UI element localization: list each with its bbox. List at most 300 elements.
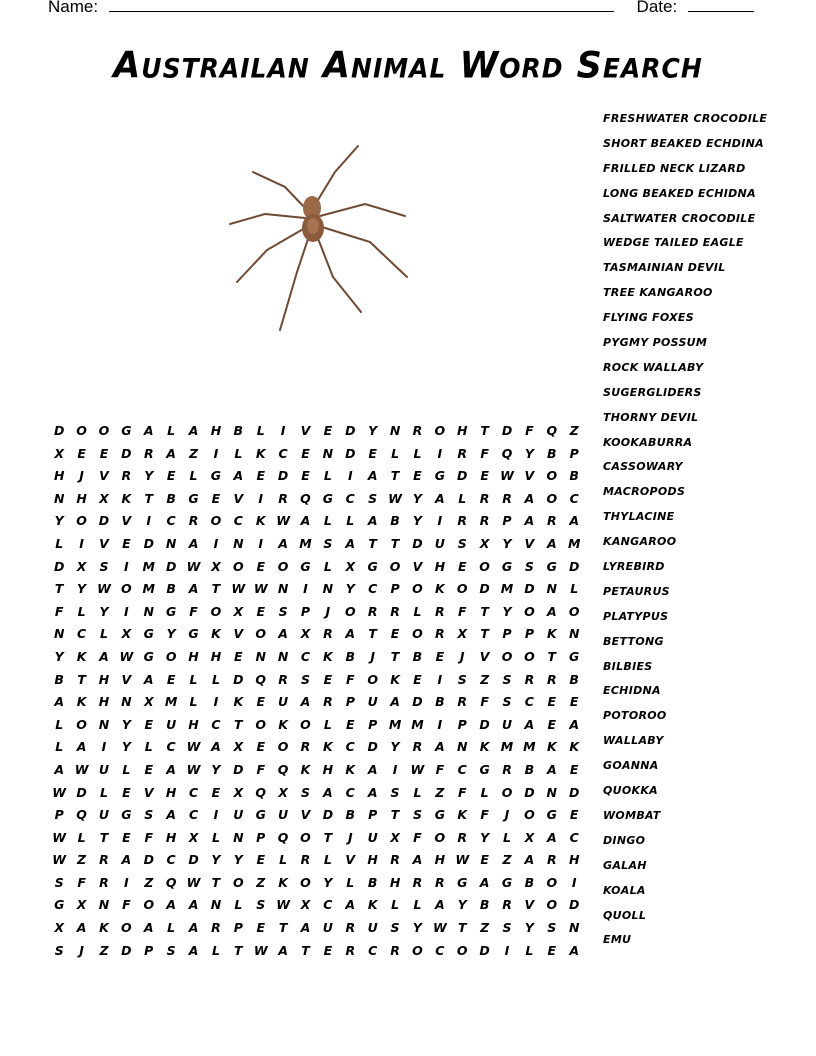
grid-cell[interactable]: X (54, 920, 65, 936)
grid-cell[interactable]: E (323, 423, 333, 438)
grid-cell[interactable]: G (188, 626, 199, 642)
grid-cell[interactable]: R (300, 852, 311, 868)
grid-cell[interactable]: N (389, 423, 401, 438)
grid-cell[interactable]: O (568, 603, 580, 619)
grid-cell[interactable]: R (188, 513, 199, 529)
grid-cell[interactable]: P (233, 920, 243, 936)
grid-cell[interactable]: I (347, 468, 353, 484)
grid-cell[interactable]: H (210, 648, 222, 664)
grid-cell[interactable]: A (211, 739, 221, 755)
grid-cell[interactable]: P (457, 716, 467, 732)
grid-cell[interactable]: D (233, 761, 244, 777)
grid-cell[interactable]: P (524, 626, 534, 642)
grid-cell[interactable]: L (503, 829, 511, 845)
grid-cell[interactable]: P (54, 807, 64, 823)
grid-cell[interactable]: Y (166, 626, 176, 642)
grid-cell[interactable]: Z (480, 671, 490, 687)
grid-cell[interactable]: Y (233, 852, 243, 868)
grid-cell[interactable]: E (256, 558, 265, 574)
grid-cell[interactable]: D (479, 716, 490, 732)
grid-cell[interactable]: V (233, 490, 244, 506)
grid-cell[interactable]: V (479, 648, 490, 664)
grid-cell[interactable]: V (524, 535, 535, 551)
grid-cell[interactable]: H (165, 829, 177, 845)
grid-cell[interactable]: A (367, 784, 378, 800)
grid-cell[interactable]: Y (144, 468, 154, 484)
grid-cell[interactable]: L (413, 897, 422, 913)
grid-cell[interactable]: E (234, 648, 243, 664)
grid-cell[interactable]: D (568, 784, 580, 800)
grid-cell[interactable]: O (456, 942, 468, 958)
grid-cell[interactable]: C (345, 739, 355, 755)
grid-cell[interactable]: K (121, 490, 132, 506)
grid-cell[interactable]: L (234, 897, 243, 913)
grid-cell[interactable]: Y (54, 648, 64, 664)
grid-cell[interactable]: B (479, 897, 490, 913)
grid-cell[interactable]: B (435, 694, 445, 710)
grid-cell[interactable]: G (255, 807, 266, 823)
grid-cell[interactable]: S (390, 920, 400, 936)
grid-cell[interactable]: R (457, 513, 468, 529)
grid-cell[interactable]: P (502, 626, 512, 642)
grid-cell[interactable]: O (300, 874, 311, 890)
grid-cell[interactable]: I (79, 535, 84, 551)
grid-cell[interactable]: Q (546, 423, 558, 438)
grid-cell[interactable]: E (480, 852, 489, 868)
grid-cell[interactable]: W (432, 920, 447, 936)
grid-cell[interactable]: Y (457, 897, 467, 913)
grid-cell[interactable]: L (413, 445, 422, 461)
grid-cell[interactable]: A (323, 784, 333, 800)
grid-cell[interactable]: R (457, 445, 468, 461)
grid-cell[interactable]: E (547, 942, 557, 958)
grid-cell[interactable]: K (546, 739, 557, 755)
grid-cell[interactable]: N (456, 739, 468, 755)
grid-cell[interactable]: Y (99, 603, 109, 619)
grid-cell[interactable]: E (569, 694, 579, 710)
grid-cell[interactable]: U (322, 920, 333, 936)
grid-cell[interactable]: L (323, 852, 332, 868)
grid-cell[interactable]: H (389, 874, 401, 890)
grid-cell[interactable]: V (99, 535, 109, 551)
grid-cell[interactable]: N (322, 581, 334, 597)
grid-cell[interactable]: R (479, 490, 490, 506)
grid-cell[interactable]: T (278, 920, 288, 936)
grid-cell[interactable]: Y (390, 739, 400, 755)
grid-cell[interactable]: N (322, 445, 334, 461)
grid-cell[interactable]: Z (435, 784, 445, 800)
grid-cell[interactable]: I (437, 716, 443, 732)
grid-cell[interactable]: S (300, 784, 310, 800)
grid-cell[interactable]: K (390, 671, 400, 687)
grid-cell[interactable]: D (568, 558, 580, 574)
grid-cell[interactable]: K (345, 761, 356, 777)
grid-cell[interactable]: Q (255, 784, 267, 800)
grid-cell[interactable]: I (124, 558, 129, 574)
grid-cell[interactable]: T (390, 648, 400, 664)
grid-cell[interactable]: A (300, 513, 311, 529)
grid-cell[interactable]: L (167, 423, 176, 438)
grid-cell[interactable]: E (99, 445, 109, 461)
grid-cell[interactable]: O (255, 716, 267, 732)
grid-cell[interactable]: M (164, 694, 178, 710)
grid-cell[interactable]: O (277, 739, 289, 755)
grid-cell[interactable]: I (258, 535, 264, 551)
grid-cell[interactable]: I (146, 513, 152, 529)
grid-cell[interactable]: E (413, 468, 422, 484)
grid-cell[interactable]: A (143, 671, 154, 687)
grid-cell[interactable]: A (121, 852, 132, 868)
grid-cell[interactable]: G (569, 648, 580, 664)
grid-cell[interactable]: M (142, 558, 155, 574)
grid-cell[interactable]: F (413, 829, 422, 845)
grid-cell[interactable]: L (323, 558, 332, 574)
grid-cell[interactable]: I (280, 423, 286, 438)
grid-cell[interactable]: K (278, 874, 288, 890)
grid-cell[interactable]: H (98, 671, 110, 687)
grid-cell[interactable]: S (300, 671, 310, 687)
grid-cell[interactable]: H (322, 761, 334, 777)
grid-cell[interactable]: O (524, 807, 535, 823)
grid-cell[interactable]: T (390, 535, 400, 551)
grid-cell[interactable]: R (390, 852, 400, 868)
grid-cell[interactable]: B (390, 513, 400, 529)
grid-cell[interactable]: G (501, 558, 513, 574)
grid-cell[interactable]: F (480, 694, 489, 710)
grid-cell[interactable]: X (278, 784, 288, 800)
grid-cell[interactable]: S (323, 535, 333, 551)
grid-cell[interactable]: C (368, 581, 378, 597)
grid-cell[interactable]: R (457, 829, 468, 845)
grid-cell[interactable]: R (345, 942, 356, 958)
grid-cell[interactable]: R (502, 490, 512, 506)
grid-cell[interactable]: Y (524, 920, 534, 936)
grid-cell[interactable]: K (211, 626, 221, 642)
grid-cell[interactable]: Q (300, 490, 311, 506)
grid-cell[interactable]: G (434, 468, 445, 484)
grid-cell[interactable]: A (188, 423, 199, 438)
grid-cell[interactable]: X (121, 626, 132, 642)
grid-cell[interactable]: U (278, 694, 289, 710)
grid-cell[interactable]: D (501, 423, 513, 438)
grid-cell[interactable]: C (569, 490, 579, 506)
grid-cell[interactable]: F (457, 603, 467, 619)
grid-cell[interactable]: D (479, 942, 490, 958)
grid-cell[interactable]: E (122, 829, 131, 845)
grid-cell[interactable]: I (101, 739, 107, 755)
grid-cell[interactable]: Z (502, 852, 512, 868)
grid-cell[interactable]: S (502, 920, 512, 936)
grid-cell[interactable]: O (546, 490, 558, 506)
grid-cell[interactable]: D (524, 581, 535, 597)
grid-cell[interactable]: O (233, 558, 244, 574)
grid-cell[interactable]: U (434, 535, 445, 551)
grid-cell[interactable]: N (53, 490, 65, 506)
grid-cell[interactable]: L (413, 603, 422, 619)
grid-cell[interactable]: E (77, 445, 86, 461)
grid-cell[interactable]: Y (502, 603, 512, 619)
grid-cell[interactable]: A (546, 535, 557, 551)
grid-cell[interactable]: O (524, 648, 535, 664)
grid-cell[interactable]: T (480, 423, 489, 438)
grid-cell[interactable]: V (121, 513, 132, 529)
grid-cell[interactable]: O (143, 897, 155, 913)
grid-cell[interactable]: L (77, 829, 86, 845)
grid-cell[interactable]: L (211, 671, 220, 687)
grid-cell[interactable]: A (300, 694, 311, 710)
grid-cell[interactable]: A (569, 716, 580, 732)
grid-cell[interactable]: U (367, 920, 378, 936)
grid-cell[interactable]: A (434, 739, 445, 755)
grid-cell[interactable]: L (458, 490, 467, 506)
grid-cell[interactable]: A (166, 445, 176, 461)
grid-cell[interactable]: J (370, 648, 375, 664)
grid-cell[interactable]: E (547, 716, 557, 732)
grid-cell[interactable]: F (77, 874, 86, 890)
grid-cell[interactable]: A (569, 513, 580, 529)
grid-cell[interactable]: O (412, 942, 423, 958)
grid-cell[interactable]: F (435, 761, 445, 777)
grid-cell[interactable]: H (367, 852, 378, 868)
grid-cell[interactable]: L (413, 784, 422, 800)
grid-cell[interactable]: A (143, 423, 154, 438)
grid-cell[interactable]: W (186, 739, 201, 755)
grid-cell[interactable]: W (186, 558, 201, 574)
grid-cell[interactable]: R (345, 920, 356, 936)
grid-cell[interactable]: G (322, 490, 334, 506)
grid-cell[interactable]: E (413, 671, 422, 687)
grid-cell[interactable]: T (368, 535, 377, 551)
grid-cell[interactable]: W (52, 852, 67, 868)
grid-cell[interactable]: W (52, 784, 67, 800)
grid-cell[interactable]: U (98, 761, 110, 777)
grid-cell[interactable]: N (568, 920, 580, 936)
grid-cell[interactable]: E (122, 784, 131, 800)
grid-cell[interactable]: U (501, 716, 513, 732)
grid-cell[interactable]: A (166, 761, 176, 777)
grid-cell[interactable]: W (52, 829, 67, 845)
grid-cell[interactable]: E (569, 807, 579, 823)
grid-cell[interactable]: Y (368, 423, 378, 438)
grid-cell[interactable]: A (99, 648, 109, 664)
grid-cell[interactable]: L (570, 581, 579, 597)
grid-cell[interactable]: W (74, 761, 89, 777)
grid-cell[interactable]: M (388, 716, 402, 732)
grid-cell[interactable]: W (253, 581, 268, 597)
grid-cell[interactable]: L (189, 694, 198, 710)
grid-cell[interactable]: G (166, 603, 177, 619)
grid-cell[interactable]: A (524, 490, 535, 506)
grid-cell[interactable]: O (434, 829, 446, 845)
grid-cell[interactable]: Q (76, 807, 87, 823)
grid-cell[interactable]: E (301, 445, 310, 461)
grid-cell[interactable]: I (213, 807, 219, 823)
grid-cell[interactable]: R (278, 490, 288, 506)
grid-cell[interactable]: O (277, 558, 289, 574)
grid-cell[interactable]: L (211, 942, 220, 958)
grid-cell[interactable]: K (76, 694, 87, 710)
grid-cell[interactable]: E (256, 468, 265, 484)
grid-cell[interactable]: A (188, 920, 199, 936)
grid-cell[interactable]: Z (569, 423, 579, 438)
grid-cell[interactable]: G (54, 897, 65, 913)
grid-cell[interactable]: G (121, 423, 132, 438)
grid-cell[interactable]: E (301, 468, 310, 484)
grid-cell[interactable]: D (121, 942, 132, 958)
grid-cell[interactable]: Y (211, 852, 221, 868)
grid-cell[interactable]: Q (165, 874, 177, 890)
grid-cell[interactable]: H (456, 423, 468, 438)
grid-cell[interactable]: W (455, 852, 470, 868)
grid-cell[interactable]: O (546, 468, 558, 484)
grid-cell[interactable]: A (367, 468, 378, 484)
grid-cell[interactable]: K (367, 897, 378, 913)
grid-cell[interactable]: D (524, 784, 535, 800)
grid-cell[interactable]: X (54, 445, 65, 461)
grid-cell[interactable]: O (434, 423, 446, 438)
grid-cell[interactable]: A (166, 807, 176, 823)
grid-cell[interactable]: A (76, 739, 87, 755)
grid-cell[interactable]: V (121, 671, 132, 687)
grid-cell[interactable]: A (434, 490, 445, 506)
grid-cell[interactable]: E (256, 739, 265, 755)
grid-cell[interactable]: A (188, 535, 199, 551)
grid-cell[interactable]: F (144, 829, 154, 845)
grid-cell[interactable]: O (546, 874, 558, 890)
grid-cell[interactable]: I (437, 445, 443, 461)
grid-cell[interactable]: Y (412, 920, 422, 936)
grid-cell[interactable]: V (300, 807, 311, 823)
grid-cell[interactable]: X (390, 829, 400, 845)
grid-cell[interactable]: D (143, 852, 154, 868)
grid-cell[interactable]: C (188, 807, 199, 823)
grid-cell[interactable]: T (547, 648, 557, 664)
grid-cell[interactable]: G (546, 558, 557, 574)
grid-cell[interactable]: A (524, 852, 535, 868)
grid-cell[interactable]: X (143, 694, 154, 710)
grid-cell[interactable]: A (367, 761, 378, 777)
grid-cell[interactable]: V (412, 558, 423, 574)
grid-cell[interactable]: O (210, 513, 222, 529)
grid-cell[interactable]: E (480, 468, 489, 484)
grid-cell[interactable]: F (189, 603, 198, 619)
grid-cell[interactable]: W (500, 468, 514, 484)
grid-cell[interactable]: Y (524, 445, 534, 461)
grid-cell[interactable]: R (121, 468, 132, 484)
grid-cell[interactable]: N (546, 784, 558, 800)
grid-cell[interactable]: T (457, 920, 467, 936)
grid-cell[interactable]: L (323, 513, 332, 529)
grid-cell[interactable]: C (569, 829, 579, 845)
grid-cell[interactable]: J (459, 648, 465, 664)
grid-cell[interactable]: E (144, 716, 154, 732)
grid-cell[interactable]: K (255, 445, 266, 461)
grid-cell[interactable]: S (54, 942, 64, 958)
grid-cell[interactable]: B (166, 490, 176, 506)
grid-cell[interactable]: Z (189, 445, 199, 461)
grid-cell[interactable]: W (119, 648, 134, 664)
grid-cell[interactable]: A (188, 897, 199, 913)
grid-cell[interactable]: M (500, 581, 514, 597)
grid-cell[interactable]: X (211, 558, 221, 574)
grid-cell[interactable]: J (79, 942, 84, 958)
grid-cell[interactable]: B (345, 648, 356, 664)
grid-cell[interactable]: Y (480, 829, 490, 845)
grid-cell[interactable]: W (186, 761, 201, 777)
grid-cell[interactable]: E (256, 852, 265, 868)
grid-cell[interactable]: A (524, 716, 535, 732)
grid-cell[interactable]: W (276, 513, 290, 529)
grid-cell[interactable]: D (277, 468, 289, 484)
grid-cell[interactable]: H (568, 852, 580, 868)
grid-cell[interactable]: X (345, 558, 356, 574)
grid-cell[interactable]: Q (277, 761, 289, 777)
grid-cell[interactable]: I (213, 535, 219, 551)
grid-cell[interactable]: O (524, 603, 535, 619)
grid-cell[interactable]: V (233, 626, 244, 642)
grid-cell[interactable]: O (501, 648, 513, 664)
grid-cell[interactable]: P (390, 581, 400, 597)
grid-cell[interactable]: I (504, 942, 510, 958)
grid-cell[interactable]: L (189, 468, 198, 484)
grid-cell[interactable]: L (77, 603, 86, 619)
grid-cell[interactable]: K (300, 761, 311, 777)
grid-cell[interactable]: C (345, 784, 355, 800)
grid-cell[interactable]: I (437, 671, 443, 687)
grid-cell[interactable]: D (457, 468, 468, 484)
grid-cell[interactable]: G (121, 807, 132, 823)
grid-cell[interactable]: D (54, 558, 65, 574)
grid-cell[interactable]: C (166, 852, 176, 868)
grid-cell[interactable]: N (277, 648, 289, 664)
grid-cell[interactable]: K (457, 807, 468, 823)
grid-cell[interactable]: C (368, 942, 378, 958)
grid-cell[interactable]: O (546, 897, 558, 913)
grid-cell[interactable]: S (368, 490, 378, 506)
grid-cell[interactable]: T (234, 942, 243, 958)
grid-cell[interactable]: A (278, 626, 288, 642)
grid-cell[interactable]: R (412, 874, 423, 890)
grid-cell[interactable]: N (121, 694, 132, 710)
grid-cell[interactable]: I (213, 445, 219, 461)
grid-cell[interactable]: S (144, 807, 154, 823)
grid-cell[interactable]: A (300, 920, 311, 936)
grid-cell[interactable]: B (569, 671, 579, 687)
grid-cell[interactable]: O (255, 626, 267, 642)
grid-cell[interactable]: C (166, 739, 176, 755)
grid-cell[interactable]: S (412, 807, 422, 823)
grid-cell[interactable]: L (189, 671, 198, 687)
grid-cell[interactable]: X (457, 626, 468, 642)
grid-cell[interactable]: C (188, 784, 199, 800)
grid-cell[interactable]: V (300, 423, 311, 438)
grid-cell[interactable]: E (211, 784, 221, 800)
grid-cell[interactable]: T (390, 468, 400, 484)
grid-cell[interactable]: L (122, 761, 131, 777)
grid-cell[interactable]: S (524, 558, 534, 574)
grid-cell[interactable]: E (569, 761, 579, 777)
grid-cell[interactable]: K (569, 739, 580, 755)
grid-cell[interactable]: B (524, 761, 535, 777)
grid-cell[interactable]: C (524, 694, 534, 710)
grid-cell[interactable]: L (279, 852, 288, 868)
grid-cell[interactable]: C (233, 513, 243, 529)
grid-cell[interactable]: X (300, 626, 311, 642)
grid-cell[interactable]: A (546, 829, 557, 845)
grid-cell[interactable]: R (435, 626, 445, 642)
grid-cell[interactable]: X (524, 829, 535, 845)
grid-cell[interactable]: T (480, 603, 489, 619)
